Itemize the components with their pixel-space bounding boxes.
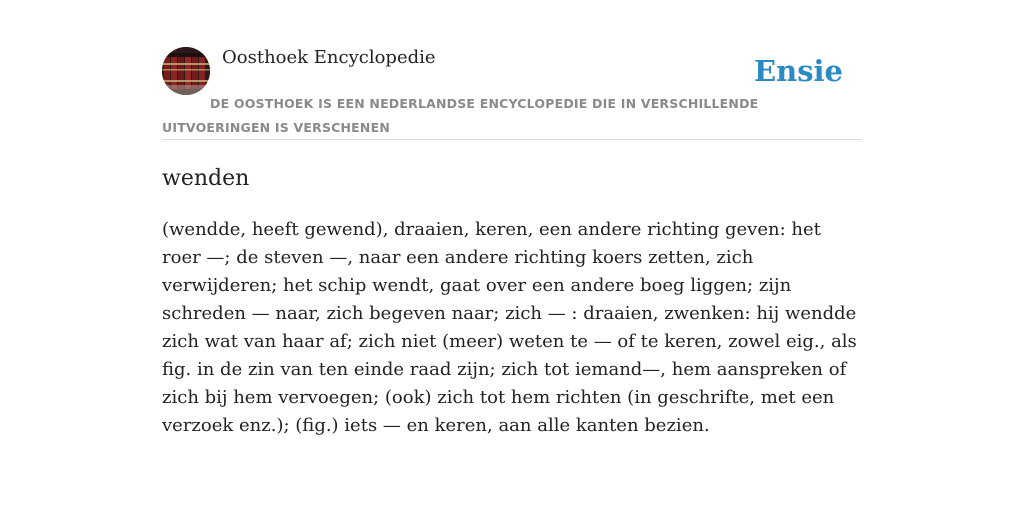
- article-title: wenden: [162, 166, 250, 191]
- brand-logo-link[interactable]: Ensie: [754, 54, 843, 88]
- article-body: (wendde, heeft gewend), draaien, keren, een andere richting geven: het roer —; de steven —, naar een andere richting koers zetten, zich verwijderen; het schip wendt, gaat over een andere boeg liggen; zijn schreden — naar, zich begeven naar; zich — : draaien, zwenken: hij wendde zich wat van haar af; zich niet (meer) weten te — of te keren, zowel eig., als fig. in de zin van ten einde raad zijn; zich tot iemand—, hem aanspreken of zich bij hem vervoegen; (ook) zich tot hem richten (in geschrifte, met een verzoek enz.); (fig.) iets — en keren, aan alle kanten bezien.: [162, 219, 857, 436]
- header: [162, 46, 862, 140]
- site-tagline: DE OOSTHOEK IS EEN NEDERLANDSE ENCYCLOPEDIE DIE IN VERSCHILLENDE UITVOERINGEN IS VERSCHENEN: [162, 96, 759, 135]
- book-spines-icon: [162, 47, 210, 95]
- avatar[interactable]: [162, 47, 210, 95]
- site-name[interactable]: Oosthoek Encyclopedie: [222, 47, 436, 68]
